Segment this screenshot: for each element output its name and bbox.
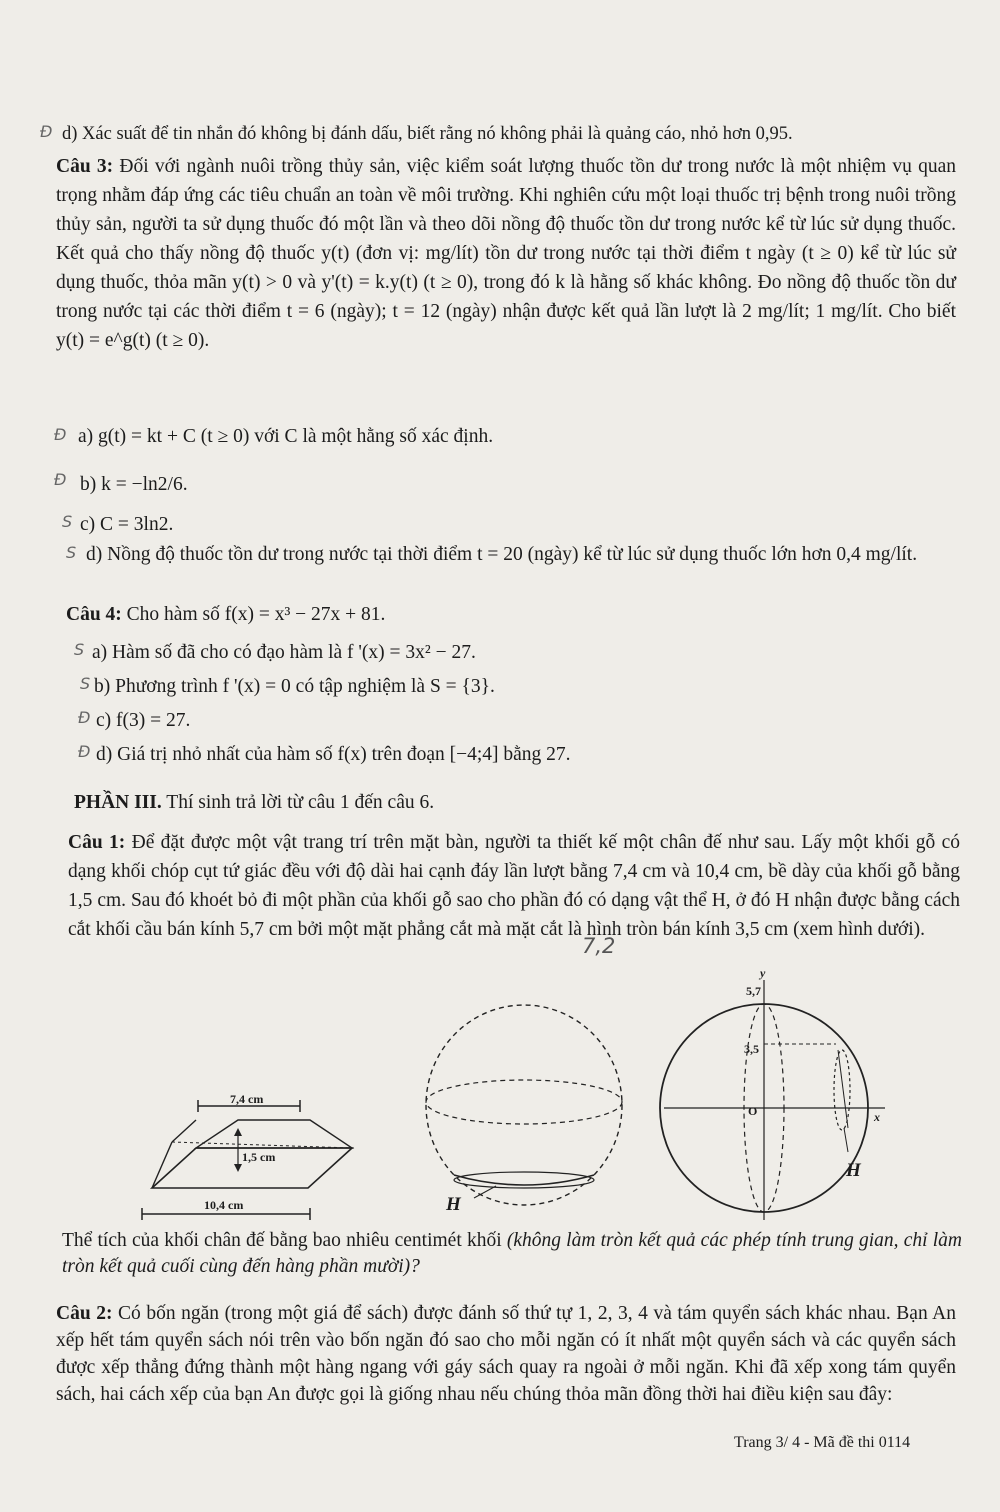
page-footer: Trang 3/ 4 - Mã đề thi 0114 xyxy=(734,1434,911,1451)
p3-q1-question-text: Thể tích của khối chân đế bằng bao nhiêu centimét khối xyxy=(62,1230,502,1251)
q4-label: Câu 4: xyxy=(66,604,122,625)
q4-option-c: c) f(3) = 27. xyxy=(96,710,191,731)
part3-label: PHẦN III. xyxy=(74,792,162,813)
tick-mark: Đ xyxy=(54,470,67,489)
cut-radius-label: 3,5 xyxy=(744,1042,759,1056)
sphere-radius-label: 5,7 xyxy=(746,984,761,998)
p3-q1-note: (không làm tròn kết quả các phép tính trung gian, chỉ làm tròn kết quả cuối cùng đến hàng phần mười)? xyxy=(62,1230,963,1277)
q3-stem xyxy=(56,152,956,355)
tick-mark: Đ xyxy=(40,122,53,141)
p3-q1-text: Để đặt được một vật trang trí trên mặt bàn, người ta thiết kế một chân đế như sau. Lấy một khối gỗ có dạng khối chóp cụt tứ giác đều với độ dài hai cạnh đáy lần lượt bằng 7,4 cm và 10,4 cm, bề dày của khối gỗ bằng 1,5 cm. Sau đó khoét bỏ đi một phần của khối gỗ sao cho phần đó có dạng vật thể H, ở đó H nhận được bằng cách cắt khối cầu bán kính 5,7 cm bởi một mặt phẳng cắt mà mặt cắt là hình tròn bán kính 3,5 cm (xem hình dưới). xyxy=(68,832,961,940)
q2-option-d: d) Xác suất để tin nhắn đó không bị đánh dấu, biết rằng nó không phải là quảng cáo, nhỏ hơn 0,95. xyxy=(62,124,793,144)
q3-option-c: c) C = 3ln2. xyxy=(80,514,174,535)
p3-q1-stem xyxy=(68,828,960,944)
tick-mark: S xyxy=(80,674,91,693)
figure-frustum xyxy=(120,1080,440,1230)
part3-text: Thí sinh trả lời từ câu 1 đến câu 6. xyxy=(166,792,435,813)
h-label-sphere: H xyxy=(446,1194,461,1215)
tick-mark: S xyxy=(66,543,77,562)
tick-mark: Đ xyxy=(54,425,67,444)
handwritten-note: 7,2 xyxy=(582,934,616,958)
p3-q2-text: Có bốn ngăn (trong một giá để sách) được đánh số thứ tự 1, 2, 3, 4 và tám quyển sách khác nhau. Bạn An xếp hết tám quyển sách nói trên vào bốn ngăn đó sao cho mỗi ngăn có ít nhất một quyển sách và các quyển sách được xếp thẳng đứng thành một hàng ngang với gáy sách quay ra ngoài ở mỗi ngăn. Khi đã xếp xong tám quyển sách, hai cách xếp của bạn An được gọi là giống nhau nếu chúng thỏa mãn đồng thời hai điều kiện sau đây: xyxy=(56,1303,956,1405)
q4-text: Cho hàm số f(x) = x³ − 27x + 81. xyxy=(126,604,386,625)
dim-top-label: 7,4 cm xyxy=(230,1092,264,1106)
tick-mark: S xyxy=(62,512,73,531)
part3-heading xyxy=(74,788,934,817)
q3-option-b: b) k = −ln2/6. xyxy=(80,474,188,495)
q3-option-a: a) g(t) = kt + C (t ≥ 0) với C là một hằng số xác định. xyxy=(78,426,494,447)
q4-option-b: b) Phương trình f '(x) = 0 có tập nghiệm là S = {3}. xyxy=(94,676,495,697)
q3-label: Câu 3: xyxy=(56,156,114,177)
p3-q2-stem xyxy=(56,1300,956,1408)
figure-sphere-cut xyxy=(414,1000,634,1220)
p3-q1-label: Câu 1: xyxy=(68,832,126,853)
q4-stem xyxy=(66,600,946,629)
p3-q2-label: Câu 2: xyxy=(56,1303,113,1324)
figure-sphere-axes xyxy=(650,980,910,1230)
axis-y-label: y xyxy=(760,966,766,980)
dim-thickness-label: 1,5 cm xyxy=(242,1150,276,1164)
dim-bottom-label: 10,4 cm xyxy=(204,1198,244,1212)
h-label-axes: H xyxy=(846,1160,861,1181)
q4-option-d: d) Giá trị nhỏ nhất của hàm số f(x) trên đoạn [−4;4] bằng 27. xyxy=(96,744,571,765)
p3-q1-question xyxy=(62,1228,962,1280)
q3-option-d: d) Nồng độ thuốc tồn dư trong nước tại thời điểm t = 20 (ngày) kể từ lúc sử dụng thuốc lớn hơn 0,4 mg/lít. xyxy=(86,544,918,565)
tick-mark: S xyxy=(74,640,85,659)
q3-text: Đối với ngành nuôi trồng thủy sản, việc kiểm soát lượng thuốc tồn dư trong nước là một nhiệm vụ quan trọng nhằm đáp ứng các tiêu chuẩn an toàn về môi trường. Khi nghiên cứu một loại thuốc trị bệnh trong nuôi trồng thủy sản, người ta sử dụng thuốc đó một lần và theo dõi nồng độ thuốc tồn dư trong nước kể từ lúc sử dụng thuốc. Kết quả cho thấy nồng độ thuốc y(t) (đơn vị: mg/lít) tồn dư trong nước tại thời điểm t ngày (t ≥ 0) kể từ lúc sử dụng thuốc, thỏa mãn y(t) > 0 và y'(t) = k.y(t) (t ≥ 0), trong đó k là hằng số khác không. Đo nồng độ thuốc tồn dư trong nước tại các thời điểm t = 6 (ngày); t = 12 (ngày) nhận được kết quả lần lượt là 2 mg/lít; 1 mg/lít. Cho biết y(t) = e^g(t) (t ≥ 0). xyxy=(56,156,956,351)
tick-mark: Đ xyxy=(78,708,91,727)
q4-option-a: a) Hàm số đã cho có đạo hàm là f '(x) = 3x² − 27. xyxy=(92,642,476,663)
tick-mark: Đ xyxy=(78,742,91,761)
axis-x-label: x xyxy=(874,1110,880,1124)
origin-label: O xyxy=(748,1104,758,1118)
